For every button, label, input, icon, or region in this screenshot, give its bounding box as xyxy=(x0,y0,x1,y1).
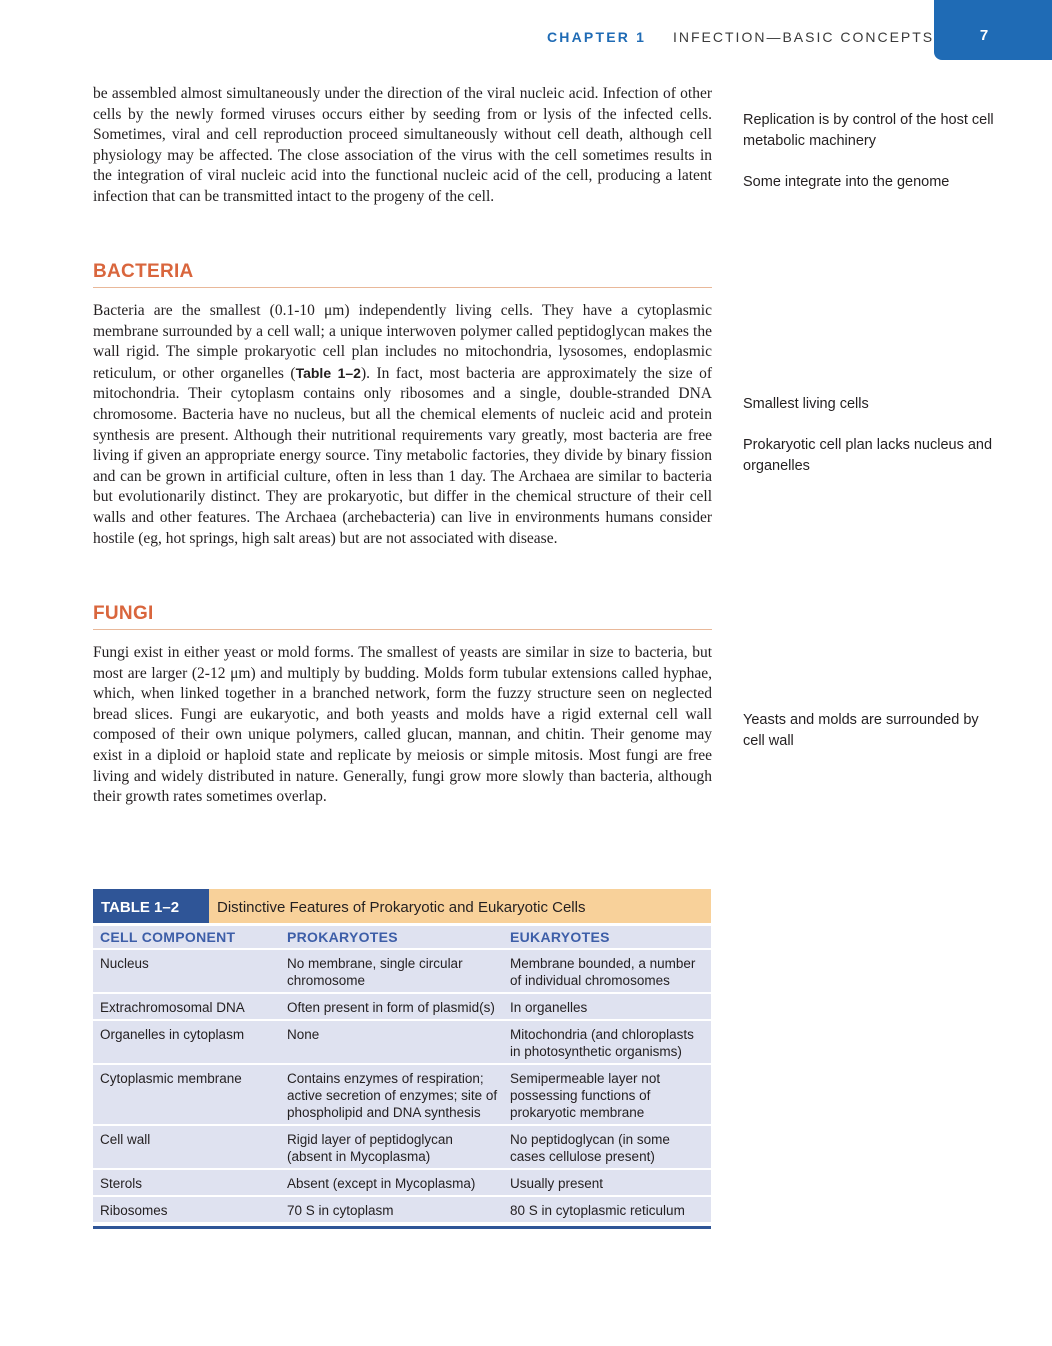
margin-note-cell-wall: Yeasts and molds are surrounded by cell wall xyxy=(743,712,979,749)
table-cell: Nucleus xyxy=(100,956,149,971)
table-column-headers xyxy=(93,926,711,948)
margin-note-prokaryotic-plan: Prokaryotic cell plan lacks nucleus and organelles xyxy=(743,437,993,474)
table-cell: Contains enzymes of respiration; active secretion of enzymes; site of phospholipid and DNA synthesis xyxy=(287,1071,498,1120)
bacteria-heading: BACTERIA xyxy=(93,261,712,288)
table-cell: Cell wall xyxy=(100,1132,151,1147)
chapter-label: CHAPTER 1 xyxy=(547,29,647,45)
table-title-bar xyxy=(93,889,711,923)
table-cell: Absent (except in Mycoplasma) xyxy=(287,1176,476,1191)
table-cell: Usually present xyxy=(510,1176,604,1191)
table-cell: 80 S in cytoplasmic reticulum xyxy=(510,1203,685,1218)
fungi-paragraph: Fungi exist in either yeast or mold forms. The smallest of yeasts are similar in size to bacteria, but most are larger (2-12 μm) and multiply by budding. Molds form tubular extensions called hyphae, which, when linked together in a branched network, form the fuzzy structure seen on neglected bread slices. Fungi are eukaryotic, and both yeasts and molds have a rigid external cell wall composed of their own unique polymers, called glucan, mannan, and chitin. Their genome may exist in a diploid or haploid state and replicate by meiosis or simple mitosis. Most fungi are free living and widely distributed in nature. Generally, fungi grow more slowly than bacteria, although their growth rates sometimes overlap. xyxy=(93,644,712,806)
table-cell: Mitochondria (and chloroplasts in photosynthetic organisms) xyxy=(510,1027,694,1059)
table-cell: No peptidoglycan (in some cases cellulose present) xyxy=(510,1132,670,1164)
fungi-heading: FUNGI xyxy=(93,603,712,630)
table-caption: Distinctive Features of Prokaryotic and Eukaryotic Cells xyxy=(209,889,711,923)
intro-paragraph: be assembled almost simultaneously under the direction of the viral nucleic acid. Infection of other cells by the newly formed viruses occurs either by seeding from or lysis of the infected cells. Sometimes, viral and cell reproduction proceed simultaneously without cell death, although cell physiology may be affected. The close association of the virus with the cell sometimes results in the integration of viral nucleic acid into the functional nucleic acid of the cell, producing a latent infection that can be transmitted intact to the progeny of the cell. xyxy=(93,85,712,205)
bacteria-text-start: Bacteria are the smallest (0.1-10 μm) independently living cells. They have a cytoplasmic membrane surrounded by a cell wall; a unique interwoven polymer called peptidoglycan makes the wall rigid. The simple prokaryotic cell plan includes no mitochondria, lysosomes, endoplasmic reticulum, or other organelles ( xyxy=(93,302,712,382)
table-cell: Extrachromosomal DNA xyxy=(100,1000,245,1015)
table-bottom-rule xyxy=(93,1226,711,1229)
table-row xyxy=(93,950,711,992)
table-row xyxy=(93,1197,711,1222)
bacteria-text-end: ). In fact, most bacteria are approximately the size of mitochondria. Their cytoplasm contains only ribosomes and a single, double-stranded DNA chromosome. Bacteria have no nucleus, but all the chemical elements of nucleic acid and protein synthesis are present. Although their nutritional requirements vary greatly, most bacteria are free living if given an appropriate energy source. Tiny metabolic factories, they divide by binary fission and can be grown in artificial culture, often in less than 1 day. The Archaea are similar to bacteria but evolutionarily distinct. They are prokaryotic, but differ in the chemical structure of their cell walls and other features. The Archaea (archebacteria) can live in environments humans consider hostile (eg, hot springs, high salt areas) but are not associated with disease. xyxy=(93,364,712,547)
table-cell: In organelles xyxy=(510,1000,588,1015)
chapter-title: INFECTION—BASIC CONCEPTS xyxy=(673,29,935,45)
cell-features-table xyxy=(93,889,711,1229)
table-cell: Membrane bounded, a number of individual chromosomes xyxy=(510,956,696,988)
table-row xyxy=(93,994,711,1019)
table-cell: Ribosomes xyxy=(100,1203,168,1218)
table-cell: Sterols xyxy=(100,1176,143,1191)
column-header-prokaryotes: PROKARYOTES xyxy=(287,929,398,945)
table-cell: None xyxy=(287,1027,320,1042)
page-number: 7 xyxy=(979,27,989,44)
table-cell: No membrane, single circular chromosome xyxy=(287,956,463,988)
table-reference-link[interactable]: Table 1–2 xyxy=(295,364,361,381)
running-header xyxy=(0,0,1052,62)
table-cell: Semipermeable layer not possessing functions of prokaryotic membrane xyxy=(510,1071,661,1120)
column-header-eukaryotes: EUKARYOTES xyxy=(510,929,610,945)
table-row xyxy=(93,1126,711,1168)
table-cell: Often present in form of plasmid(s) xyxy=(287,1000,495,1015)
table-row xyxy=(93,1065,711,1124)
table-cell: Organelles in cytoplasm xyxy=(100,1027,245,1042)
table-cell: Cytoplasmic membrane xyxy=(100,1071,242,1086)
margin-note-smallest-cells: Smallest living cells xyxy=(743,396,869,412)
table-cell: 70 S in cytoplasm xyxy=(287,1203,394,1218)
table-cell: Rigid layer of peptidoglycan (absent in Mycoplasma) xyxy=(287,1132,453,1164)
table-row xyxy=(93,1170,711,1195)
page-number-tab xyxy=(934,0,1052,60)
table-row xyxy=(93,1021,711,1063)
margin-note-integration: Some integrate into the genome xyxy=(743,174,950,190)
margin-note-replication: Replication is by control of the host cell metabolic machinery xyxy=(743,112,994,149)
bacteria-paragraph xyxy=(93,301,712,549)
table-number: TABLE 1–2 xyxy=(93,889,209,923)
column-header-component: CELL COMPONENT xyxy=(100,929,236,945)
